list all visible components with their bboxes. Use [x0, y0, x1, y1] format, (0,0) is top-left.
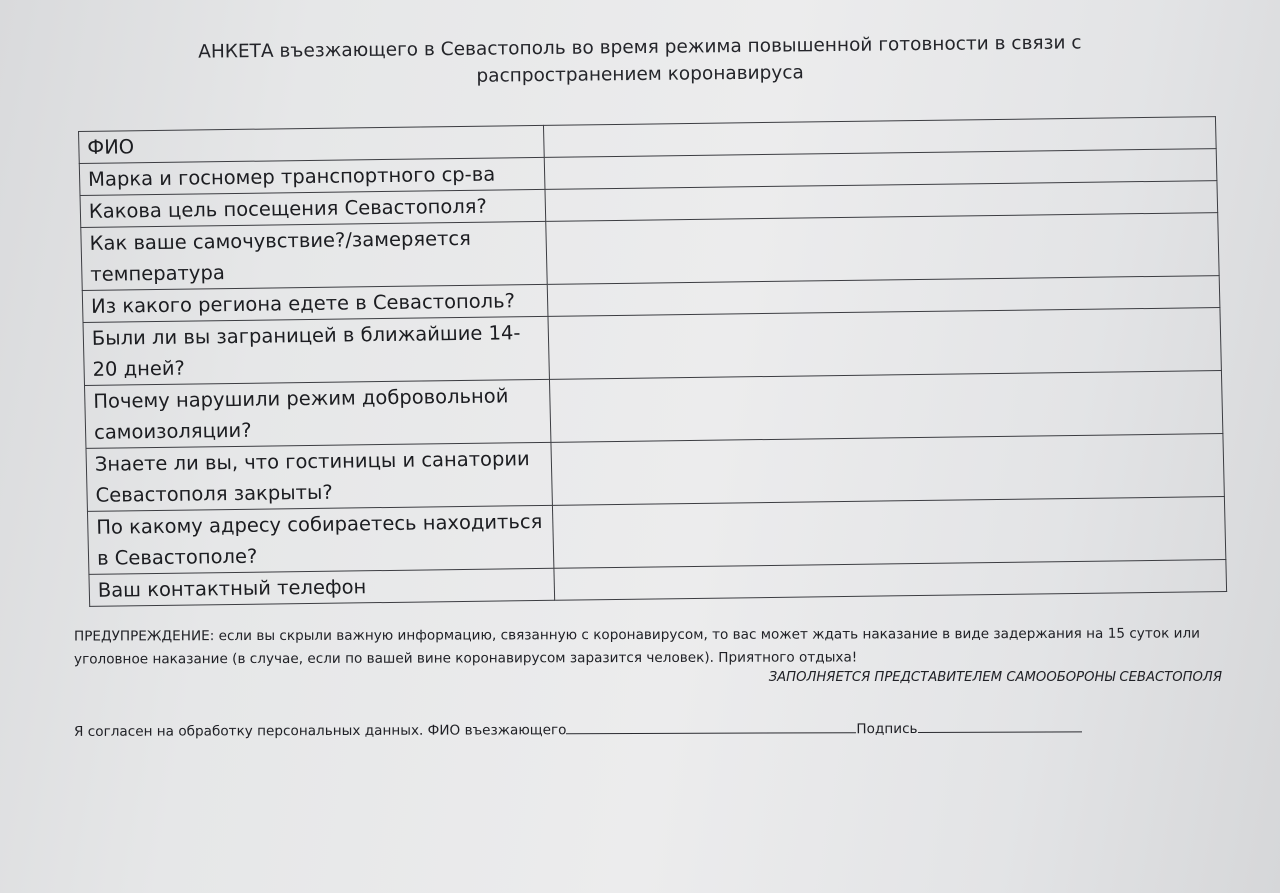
name-blank-field[interactable]	[566, 716, 856, 734]
question-label: ФИО	[79, 125, 545, 163]
question-label: Какова цель посещения Севастополя?	[80, 189, 546, 227]
questionnaire-table	[78, 116, 1227, 607]
question-label: Почему нарушили режим добровольной самоизоляции?	[84, 379, 550, 448]
consent-line	[74, 715, 1174, 745]
questionnaire-rows	[79, 117, 1227, 607]
signature-blank-field[interactable]	[918, 715, 1082, 733]
answer-field[interactable]	[551, 434, 1224, 506]
answer-field[interactable]	[548, 308, 1221, 380]
signature-label: Подпись	[856, 720, 918, 738]
question-label: Были ли вы заграницей в ближайшие 14-20 дней?	[83, 316, 549, 385]
answer-field[interactable]	[552, 497, 1225, 569]
document-title: АНКЕТА въезжающего в Севастополь во время режима повышенной готовности в связи с распространением коронавируса	[198, 32, 1082, 87]
filled-by-note: ЗАПОЛНЯЕТСЯ ПРЕДСТАВИТЕЛЕМ САМООБОРОНЫ СЕВАСТОПОЛЯ	[768, 670, 1222, 685]
warning-text: ПРЕДУПРЕЖДЕНИЕ: если вы скрыли важную информацию, связанную с коронавирусом, то вас может ждать наказание в виде задержания на 15 суток или уголовное наказание (в случае, если по вашей вине коронавирусом заразится человек). Приятного отдыха!	[73, 625, 1200, 668]
question-label: По какому адресу собираетесь находиться в Севастополе?	[87, 505, 553, 574]
question-label: Марка и госномер транспортного ср-ва	[79, 157, 545, 195]
question-label: Как ваше самочувствие?/замеряется температура	[81, 221, 547, 290]
answer-field[interactable]	[549, 371, 1222, 443]
consent-text: Я согласен на обработку персональных данных. ФИО въезжающего	[73, 722, 567, 740]
answer-field[interactable]	[546, 213, 1219, 285]
question-label: Из какого региона едете в Севастополь?	[82, 284, 548, 322]
question-label: Ваш контактный телефон	[89, 568, 555, 606]
question-label: Знаете ли вы, что гостиницы и санатории Севастополя закрыты?	[86, 442, 552, 511]
